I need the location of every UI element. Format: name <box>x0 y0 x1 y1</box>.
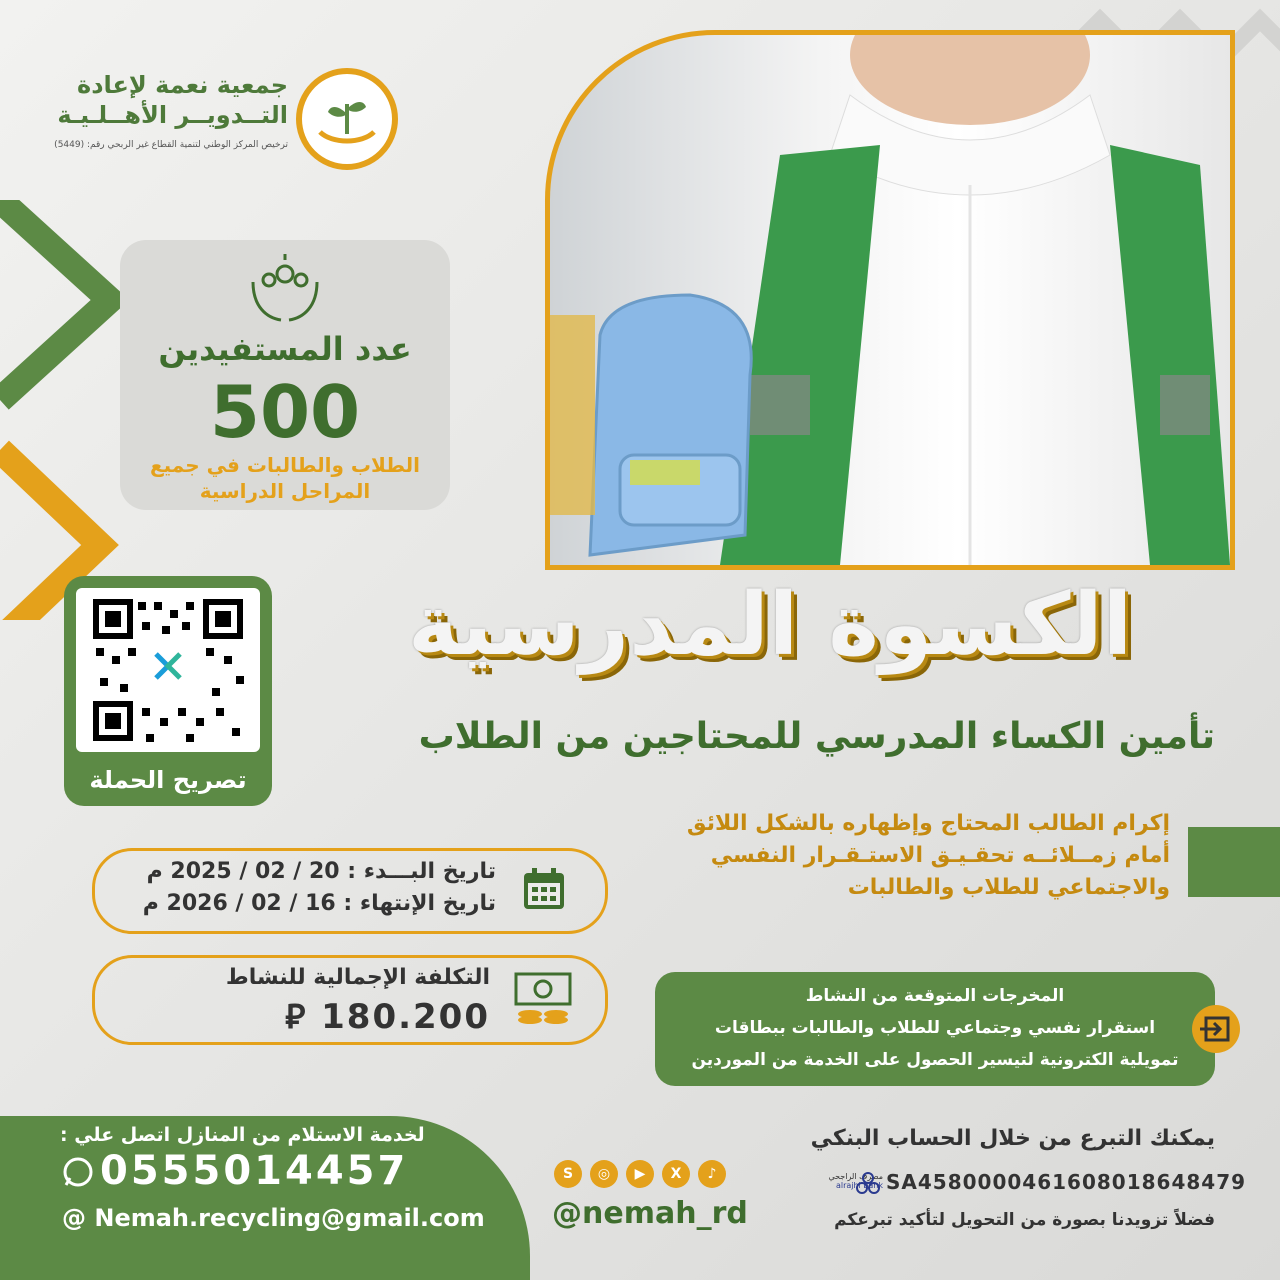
outputs-box <box>655 972 1215 1086</box>
beneficiaries-count: 500 <box>209 370 361 454</box>
cost-value: 180.200 ⃁ <box>285 997 490 1037</box>
chevron-decoration <box>0 200 140 620</box>
campaign-title: الكسوة المدرسية <box>407 575 1133 675</box>
student-photo <box>545 30 1235 570</box>
bank-emblem-icon <box>856 1172 880 1196</box>
beneficiaries-card <box>120 240 450 510</box>
org-name-line2: التــدويــر الأهــلـيـة <box>57 101 288 129</box>
goal-line3: والاجتماعي للطلاب والطالبات <box>847 875 1170 900</box>
beneficiaries-desc-line2: المراحل الدراسية <box>199 479 371 503</box>
iban-number[interactable]: SA4580000461608018648479 <box>886 1170 1247 1194</box>
outputs-icon-badge <box>1192 1005 1240 1053</box>
logo-text <box>40 70 288 150</box>
end-date: تاريخ الإنتهاء : 16 / 02 / 2026 م <box>142 891 496 916</box>
dates-text <box>120 856 496 920</box>
instagram-icon[interactable]: ◎ <box>590 1160 618 1188</box>
student-illustration <box>550 35 1230 565</box>
goal-line2: أمام زمــلائــه تحقـيـق الاستـقـرار النفسي <box>710 843 1170 868</box>
qr-code[interactable] <box>76 588 260 752</box>
goal-text <box>640 808 1170 904</box>
youtube-icon[interactable]: ▶ <box>626 1160 654 1188</box>
start-date: تاريخ البـــدء : 20 / 02 / 2025 م <box>146 859 496 884</box>
email-text: Nemah.recycling@gmail.com <box>94 1204 485 1232</box>
x-icon[interactable]: X <box>662 1160 690 1188</box>
hands-sprout-logo <box>302 74 392 164</box>
phone-number[interactable]: 0555014457 <box>100 1148 409 1194</box>
social-handle[interactable]: @nemah_rd <box>552 1196 748 1231</box>
org-name-line1: جمعية نعمة لإعادة <box>77 71 288 99</box>
license-text: ترخيص المركز الوطني لتنمية القطاع غير الربحي رقم: (5449) <box>54 140 288 150</box>
exit-arrow-icon <box>1192 1005 1240 1053</box>
beneficiaries-title: عدد المستفيدين <box>158 330 412 368</box>
bank-name-ar: مصرف الراجحي <box>828 1172 883 1181</box>
at-icon: @ <box>62 1204 95 1232</box>
goal-line1: إكرام الطالب المحتاج وإظهاره بالشكل اللائق <box>686 811 1170 836</box>
qr-code-icon <box>76 588 260 752</box>
snapchat-icon[interactable]: S <box>554 1160 582 1188</box>
qr-label: تصريح الحملة <box>89 766 247 794</box>
pickup-label: لخدمة الاستلام من المنازل اتصل علي : <box>60 1124 425 1146</box>
bank-note: فضلاً تزويدنا بصورة من التحويل لتأكيد تبرعكم <box>834 1210 1215 1230</box>
bank-title: يمكنك التبرع من خلال الحساب البنكي <box>810 1126 1215 1151</box>
bank-name-en: alrajhi bank <box>835 1181 883 1190</box>
outputs-line2: تمويلية الكترونية لتيسير الحصول على الخدمة من الموردين <box>691 1050 1179 1070</box>
email-address[interactable] <box>62 1204 485 1232</box>
tiktok-icon[interactable]: ♪ <box>698 1160 726 1188</box>
cost-text <box>150 962 490 1038</box>
outputs-title: المخرجات المتوقعة من النشاط <box>805 986 1065 1006</box>
social-icons <box>554 1160 726 1188</box>
beneficiaries-desc-line1: الطلاب والطالبات في جميع <box>149 453 421 477</box>
goal-accent-block <box>1188 827 1280 897</box>
money-icon <box>510 968 576 1028</box>
qr-card <box>64 576 272 806</box>
campaign-subtitle: تأمين الكساء المدرسي للمحتاجين من الطلاب <box>418 716 1215 757</box>
logo <box>296 68 398 170</box>
people-hands-icon <box>245 252 325 324</box>
calendar-icon <box>520 865 568 913</box>
cost-label: التكلفة الإجمالية للنشاط <box>225 965 490 990</box>
whatsapp-icon <box>62 1156 94 1188</box>
outputs-line1: استقرار نفسي وجتماعي للطلاب والطالبات ببطاقات <box>714 1018 1156 1038</box>
